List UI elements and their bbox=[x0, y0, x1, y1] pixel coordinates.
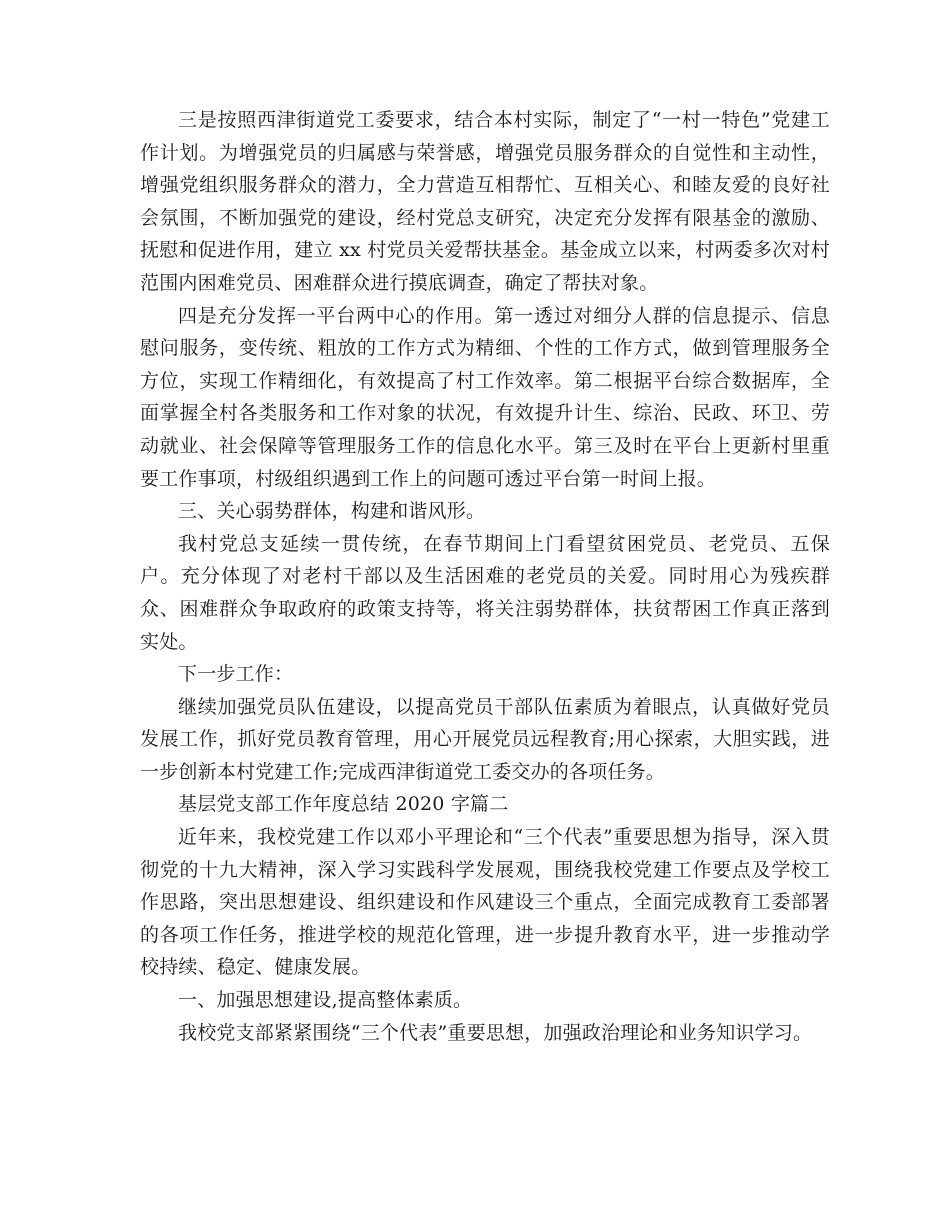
heading-ideology: 一、加强思想建设,提高整体素质。 bbox=[178, 989, 473, 1012]
paragraph-care-vulnerable: 我村党总支延续一贯传统，在春节期间上门看望贫困党员、老党员、五保户。充分体现了对老村干部以及生活困难的老党员的关爱。同时用心为残疾群众、困难群众争取政府的政策支持等，将关注弱势群体，扶贫帮困工作真正落到实处。 bbox=[140, 532, 830, 653]
paragraph-village-plan: 三是按照西津街道党工委要求，结合本村实际，制定了“一村一特色”党建工作计划。为增强党员的归属感与荣誉感，增强党员服务群众的自觉性和主动性，增强党组织服务群众的潜力，全力营造互相帮忙、互相关心、和睦友爱的良好社会氛围，不断加强党的建设，经村党总支研究，决定充分发挥有限基金的激励、抚慰和促进作用，建立 xx 村党员关爱帮扶基金。基金成立以来，村两委多次对村范围内困难党员、困难群众进行摸底调查，确定了帮扶对象。 bbox=[140, 109, 830, 294]
document-body bbox=[140, 104, 830, 1049]
paragraph-school-overview: 近年来，我校党建工作以邓小平理论和“三个代表”重要思想为指导，深入贯彻党的十九大精神，深入学习实践科学发展观，围绕我校党建工作要点及学校工作思路，突出思想建设、组织建设和作风建设三个重点，全面完成教育工委部署的各项工作任务，推进学校的规范化管理，进一步提升教育水平，进一步推动学校持续、稳定、健康发展。 bbox=[140, 826, 830, 979]
paragraph-ideology: 我校党支部紧紧围绕“三个代表”重要思想，加强政治理论和业务知识学习。 bbox=[178, 1021, 813, 1044]
paragraph-platform-role: 四是充分发挥一平台两中心的作用。第一透过对细分人群的信息提示、信息慰问服务，变传统、粗放的工作方式为精细、个性的工作方式，做到管理服务全方位，实现工作精细化，有效提高了村工作效率。第二根据平台综合数据库，全面掌握全村各类服务和工作对象的状况，有效提升计生、综治、民政、环卫、劳动就业、社会保障等管理服务工作的信息化水平。第三及时在平台上更新村里重要工作事项，村级组织遇到工作上的问题可透过平台第一时间上报。 bbox=[140, 304, 830, 490]
section-title-part-two: 基层党支部工作年度总结 2020 字篇二 bbox=[178, 793, 509, 816]
heading-care-vulnerable: 三、关心弱势群体，构建和谐风形。 bbox=[178, 500, 486, 523]
heading-next-steps: 下一步工作： bbox=[178, 663, 294, 686]
paragraph-next-steps: 继续加强党员队伍建设，以提高党员干部队伍素质为着眼点，认真做好党员发展工作，抓好党员教育管理，用心开展党员远程教育;用心探索，大胆实践，进一步创新本村党建工作;完成西津街道党工委交办的各项任务。 bbox=[140, 695, 830, 783]
